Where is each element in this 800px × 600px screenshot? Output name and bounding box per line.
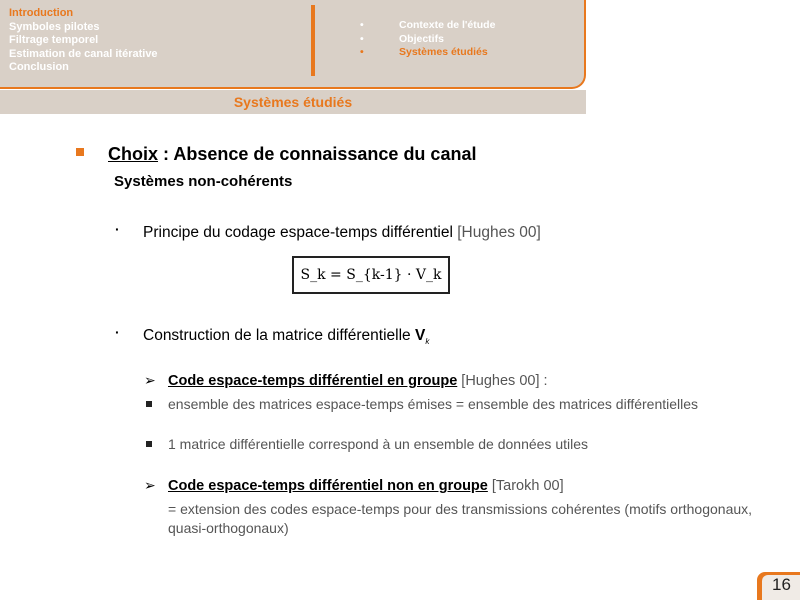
nav-section-conclusion[interactable]: Conclusion: [9, 61, 69, 73]
item-text: 1 matrice différentielle correspond à un ensemble de données utiles: [168, 436, 588, 452]
section-list: [9, 7, 158, 75]
matrix-subscript: k: [425, 337, 430, 347]
reference: [Tarokh 00]: [487, 478, 564, 494]
nav-subsection-contexte[interactable]: [360, 19, 495, 33]
subsection-label: Objectifs: [399, 32, 444, 45]
nav-subsection-objectifs[interactable]: [360, 33, 495, 47]
group-code-item-2: [168, 435, 758, 454]
bullet-icon: •: [360, 32, 364, 45]
formula: S_k = S_{k-1} · V_k: [300, 267, 442, 283]
nav-section-estimation-canal[interactable]: Estimation de canal itérative: [9, 47, 158, 60]
square-bullet-icon: [146, 441, 152, 447]
matrix-variable: V: [414, 327, 426, 344]
group-code-item-1: [168, 395, 758, 414]
subsection-label: Contexte de l'étude: [399, 19, 496, 31]
page-number-tab: [757, 572, 800, 600]
non-group-code-title: Code espace-temps différentiel non en groupe: [168, 478, 488, 494]
arrow-bullet-icon: ➢: [144, 477, 156, 493]
reference: [Hughes 00] :: [457, 373, 548, 389]
nav-divider: [311, 5, 315, 76]
page-number: 16: [772, 575, 791, 594]
square-bullet-icon: [146, 401, 152, 407]
bullet-icon: •: [360, 19, 364, 31]
group-code-heading: [144, 372, 548, 389]
choice-label: Choix: [108, 144, 159, 164]
nav-section-symboles-pilotes[interactable]: Symboles pilotes: [9, 20, 100, 33]
reference: [Hughes 00]: [457, 224, 541, 241]
group-code-title: Code espace-temps différentiel en groupe: [168, 373, 458, 389]
subsection-list: [360, 19, 495, 60]
slide-title-band: [0, 90, 586, 114]
bullet-icon: •: [360, 46, 364, 58]
navigation-panel: [0, 0, 586, 89]
point-differential-coding: [115, 221, 541, 242]
choice-heading: [108, 144, 476, 165]
dot-bullet-icon: ·: [115, 324, 120, 340]
non-group-code-text: = extension des codes espace-temps pour des transmissions cohérentes (motifs orthogonaux, quasi-orthogonaux): [168, 501, 753, 536]
nav-subsection-systemes[interactable]: [360, 46, 495, 60]
formula-box: [292, 256, 450, 294]
subsection-label: Systèmes étudiés: [399, 46, 488, 58]
dot-bullet-icon: ·: [115, 221, 120, 237]
subtitle: Systèmes non-cohérents: [114, 173, 293, 190]
non-group-code-heading: [144, 477, 564, 494]
square-bullet-icon: [76, 148, 84, 156]
nav-section-introduction[interactable]: Introduction: [9, 7, 74, 19]
nav-section-filtrage-temporel[interactable]: Filtrage temporel: [9, 34, 99, 46]
item-text: ensemble des matrices espace-temps émises = ensemble des matrices différentielles: [168, 396, 699, 412]
arrow-bullet-icon: ➢: [144, 372, 156, 388]
point-text: Principe du codage espace-temps différentiel: [143, 224, 458, 241]
point-matrix-construction: [115, 324, 430, 347]
point-text: Construction de la matrice différentielle: [143, 327, 415, 344]
choice-text: : Absence de connaissance du canal: [158, 144, 477, 164]
slide-title: Systèmes étudiés: [233, 94, 353, 110]
